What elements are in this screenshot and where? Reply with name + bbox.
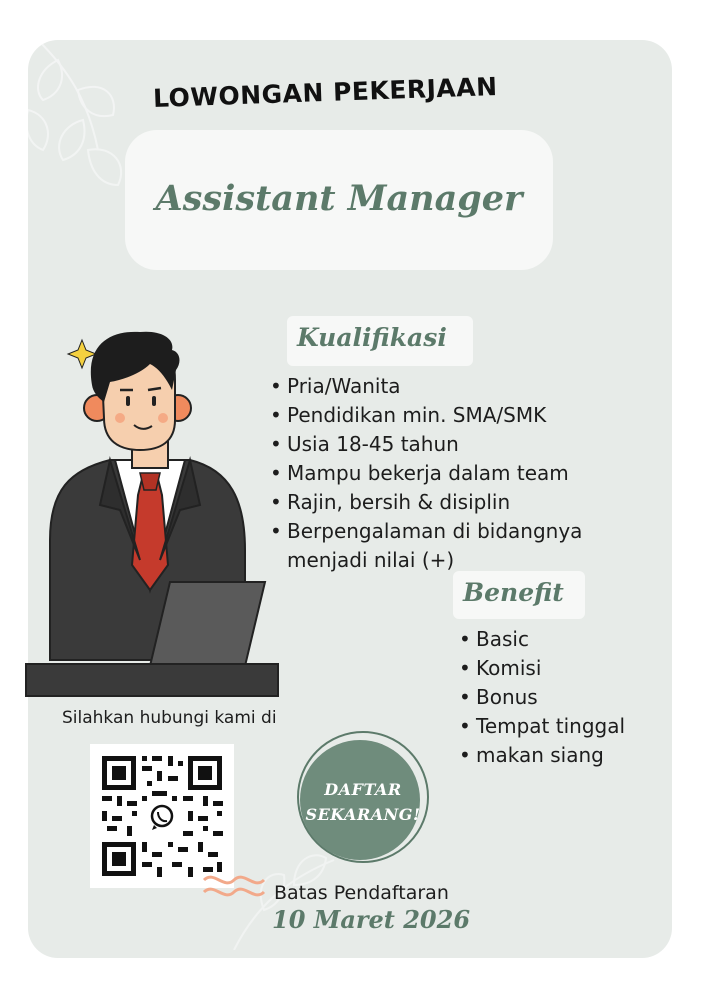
benefit-item: • Tempat tinggal xyxy=(459,712,625,741)
deadline-label: Batas Pendaftaran xyxy=(274,882,449,904)
contact-text: Silahkan hubungi kami di xyxy=(62,708,277,728)
qualifications-title: Kualifikasi xyxy=(297,323,447,352)
benefit-item: • Basic xyxy=(459,625,625,654)
squiggle-decoration-icon xyxy=(200,866,270,906)
businessman-illustration xyxy=(0,290,300,700)
qualifications-list xyxy=(270,372,582,546)
qualification-item: • Pendidikan min. SMA/SMK xyxy=(270,401,582,430)
whatsapp-icon xyxy=(148,802,176,830)
job-title: Assistant Manager xyxy=(155,178,523,219)
benefits-list xyxy=(459,625,625,770)
benefit-item: • Bonus xyxy=(459,683,625,712)
qualification-item: • Mampu bekerja dalam team xyxy=(270,459,582,488)
deadline-date: 10 Maret 2026 xyxy=(272,905,471,934)
benefit-item: • makan siang xyxy=(459,741,625,770)
qualification-item: • Pria/Wanita xyxy=(270,372,582,401)
benefit-item: • Komisi xyxy=(459,654,625,683)
qualification-item: • Usia 18-45 tahun xyxy=(270,430,582,459)
register-now-line2: SEKARANG! xyxy=(305,805,421,824)
leaf-decoration-icon xyxy=(28,40,138,220)
headline-text: LOWONGAN PEKERJAAN xyxy=(152,71,498,114)
headline xyxy=(60,71,590,114)
register-now-text[interactable] xyxy=(282,777,444,827)
benefits-title: Benefit xyxy=(463,578,564,607)
register-now-line1: DAFTAR xyxy=(324,780,402,799)
qualification-item: • Rajin, bersih & disiplin xyxy=(270,488,582,517)
qualification-item: • Berpengalaman di bidangnya xyxy=(270,517,582,546)
qualification-item-continued: menjadi nilai (+) xyxy=(287,548,455,572)
